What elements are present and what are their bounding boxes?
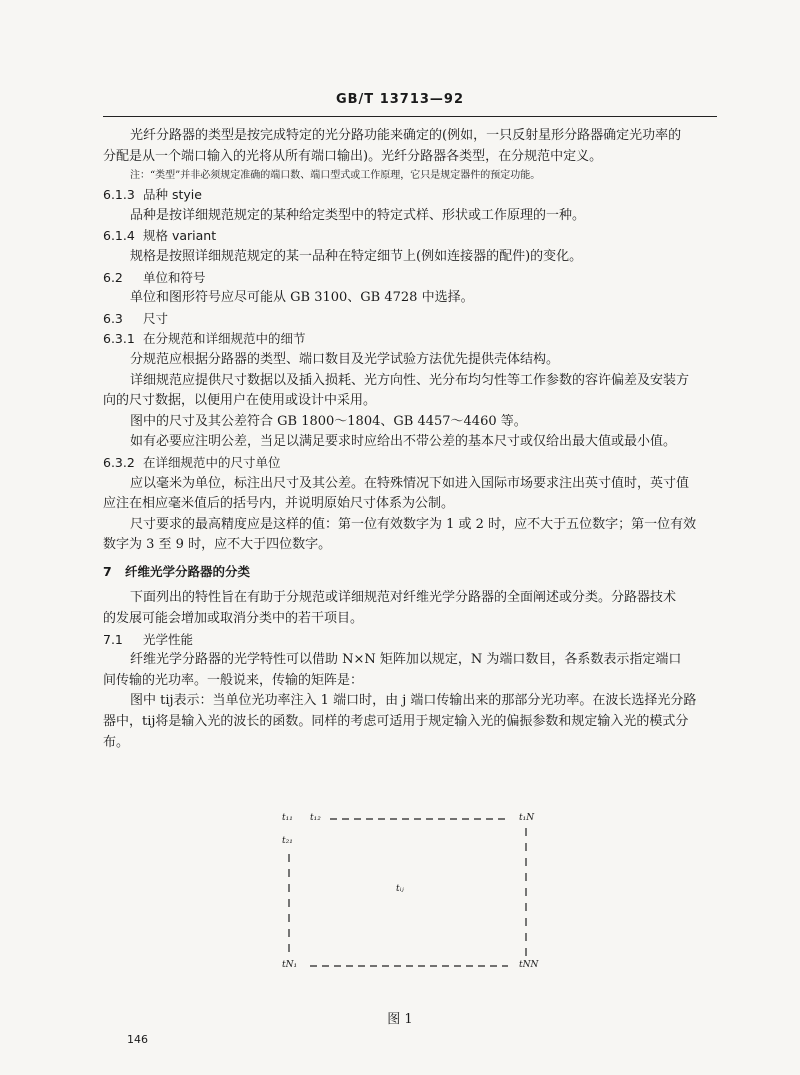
paragraph: 间传输的光功率。一般说来，传输的矩阵是： <box>103 672 364 688</box>
paragraph: 图中的尺寸及其公差符合 GB 1800～1804、GB 4457～4460 等。 <box>130 413 527 429</box>
figure-caption: 图 1 <box>387 1012 413 1027</box>
paragraph: 下面列出的特性旨在有助于分规范或详细规范对纤维光学分路器的全面阐述或分类。分路器技术 <box>130 590 677 606</box>
section-title: 在分规范和详细规范中的细节 <box>143 331 306 347</box>
section-title: 在详细规范中的尺寸单位 <box>143 454 281 470</box>
matrix-element-t21: t₂₁ <box>282 836 293 846</box>
paragraph: 纤维光学分路器的光学特性可以借助 N×N 矩阵加以规定，N 为端口数目，各系数表示指定端口 <box>130 652 682 668</box>
section-number: 6.3.2 <box>103 454 135 470</box>
header-rule <box>103 116 717 117</box>
note: 注：“类型”并非必须规定准确的端口数、端口型式或工作原理，它只是规定器件的预定功能。 <box>130 170 541 182</box>
paragraph: 的发展可能会增加或取消分类中的若干项目。 <box>103 611 364 627</box>
section-title: 尺寸 <box>143 310 169 326</box>
paragraph: 品种是按详细规范规定的某种给定类型中的特定式样、形状或工作原理的一种。 <box>130 207 586 223</box>
section-title: 光学性能 <box>143 631 194 647</box>
matrix-element-t1n: t₁N <box>519 813 535 823</box>
section-title: 规格 variant <box>143 228 217 244</box>
matrix-element-t11: t₁₁ <box>282 813 293 823</box>
section-number: 7 <box>103 563 112 579</box>
section-heading-6-3-1 <box>103 329 717 350</box>
paragraph: 数字为 3 至 9 时，应不大于四位数字。 <box>103 537 332 553</box>
section-heading-6-2 <box>103 268 717 289</box>
section-title: 纤维光学分路器的分类 <box>125 563 251 579</box>
section-number: 6.3.1 <box>103 331 135 347</box>
section-number: 6.3 <box>103 310 123 326</box>
section-title: 品种 styie <box>143 187 202 203</box>
section-title: 单位和符号 <box>143 269 206 285</box>
section-number: 6.1.4 <box>103 228 135 244</box>
page-number: 146 <box>127 1033 148 1046</box>
transmission-matrix-figure <box>272 808 552 978</box>
page-header: GB/T 13713—92 <box>335 92 465 107</box>
paragraph: 如有必要应注明公差，当足以满足要求时应给出不带公差的基本尺寸或仅给出最大值或最小值。 <box>130 434 677 450</box>
section-heading-6-1-3 <box>103 185 717 206</box>
matrix-element-tn1: tN₁ <box>282 960 298 970</box>
section-heading-6-3-2 <box>103 453 717 474</box>
paragraph: 规格是按照详细规范规定的某一品种在特定细节上(例如连接器的配件)的变化。 <box>130 248 583 264</box>
section-heading-7 <box>103 562 717 583</box>
paragraph: 分规范应根据分路器的类型、端口数目及光学试验方法优先提供壳体结构。 <box>130 351 560 367</box>
paragraph: 尺寸要求的最高精度应是这样的值：第一位有效数字为 1 或 2 时，应不大于五位数字；第一位有效 <box>130 516 697 532</box>
paragraph: 应注在相应毫米值后的括号内，并说明原始尺寸体系为公制。 <box>103 496 455 512</box>
paragraph: 光纤分路器的类型是按完成特定的光分路功能来确定的(例如，一只反射星形分路器确定光功率的 <box>130 128 682 143</box>
section-heading-7-1 <box>103 630 717 651</box>
section-number: 6.2 <box>103 269 123 285</box>
section-number: 6.1.3 <box>103 187 135 203</box>
matrix-element-t12: t₁₂ <box>310 813 321 823</box>
body-text <box>103 126 717 753</box>
paragraph: 分配是从一个端口输入的光将从所有端口输出)。光纤分路器各类型，在分规范中定义。 <box>103 148 603 164</box>
section-heading-6-3 <box>103 309 717 330</box>
paragraph: 单位和图形符号应尽可能从 GB 3100、GB 4728 中选择。 <box>130 290 474 306</box>
paragraph: 布。 <box>103 734 130 750</box>
matrix-dashes <box>272 808 552 978</box>
paragraph: 器中，tij将是输入光的波长的函数。同样的考虑可适用于规定输入光的偏振参数和规定输入光的模式分 <box>103 714 689 730</box>
section-number: 7.1 <box>103 631 123 647</box>
paragraph: 向的尺寸数据，以便用户在使用或设计中采用。 <box>103 393 377 409</box>
matrix-element-tnn: tNN <box>519 960 539 970</box>
paragraph: 图中 tij表示：当单位光功率注入 1 端口时，由 j 端口传输出来的那部分光功率。在波长选择光分路 <box>130 693 697 709</box>
section-heading-6-1-4 <box>103 226 717 247</box>
paragraph: 详细规范应提供尺寸数据以及插入损耗、光方向性、光分布均匀性等工作参数的容许偏差及安装方 <box>130 372 690 388</box>
paragraph: 应以毫米为单位，标注出尺寸及其公差。在特殊情况下如进入国际市场要求注出英寸值时，英寸值 <box>130 475 690 491</box>
matrix-element-tij: tᵢⱼ <box>396 884 404 894</box>
